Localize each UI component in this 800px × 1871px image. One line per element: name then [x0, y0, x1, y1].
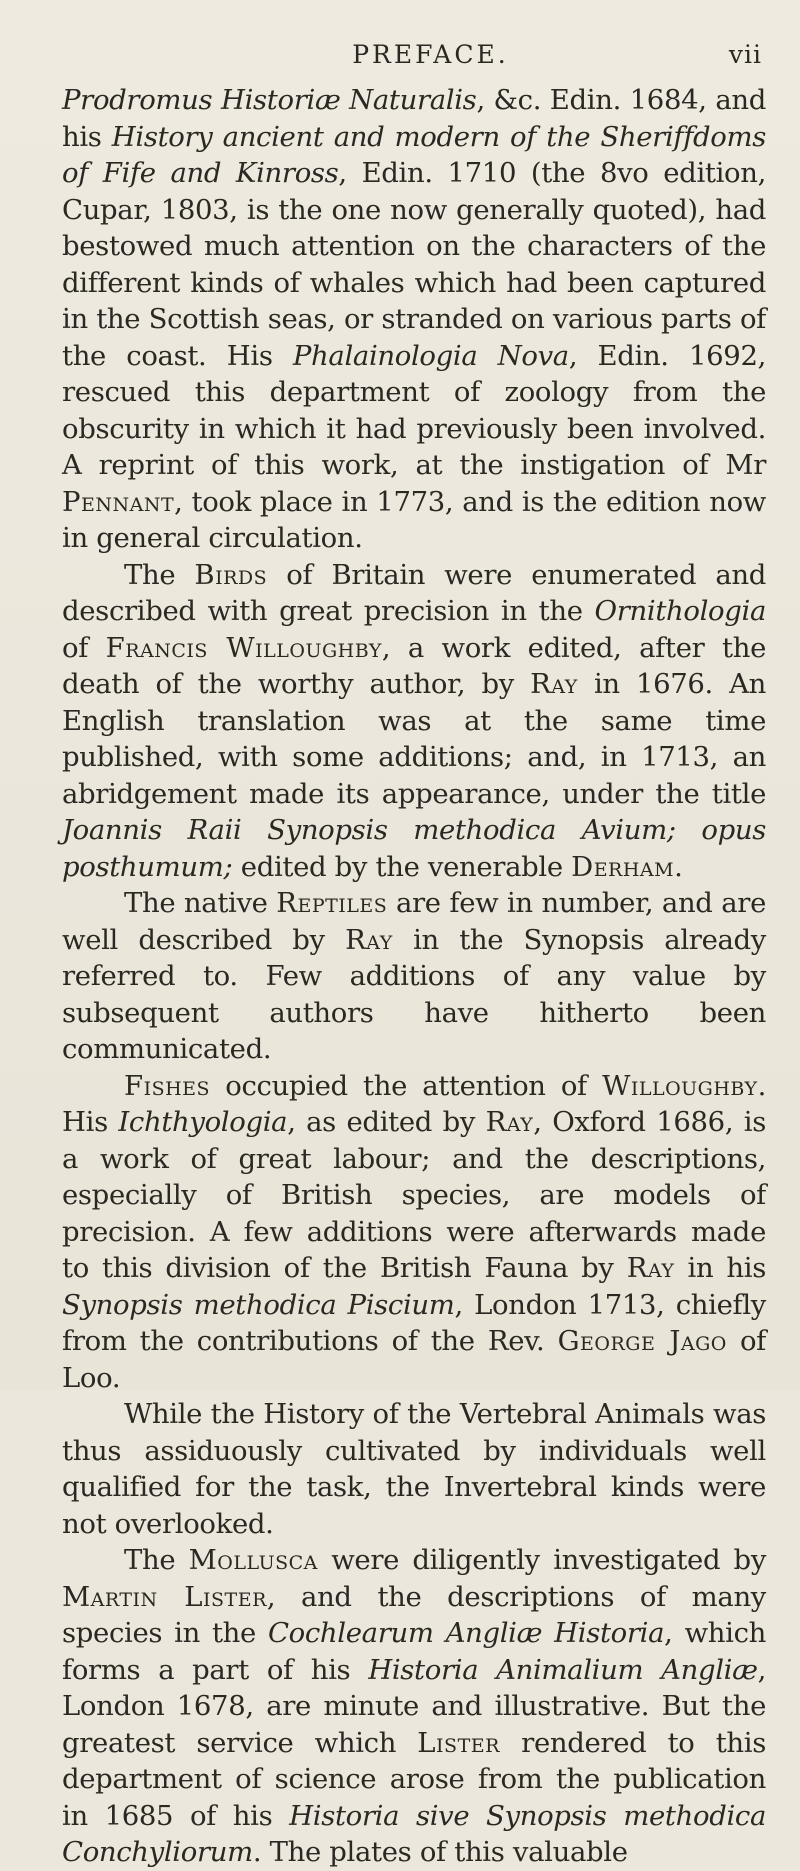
smallcaps-run: Martin Lister [62, 1580, 267, 1613]
text-run: in his [674, 1252, 766, 1284]
text-run: , London 1678, are minute and illustrative. But the greatest service which [62, 1653, 766, 1759]
text-run: of Britain were enumerated and described with great precision in the [62, 558, 767, 627]
smallcaps-run: Fishes [124, 1069, 211, 1102]
smallcaps-run: Derham [571, 850, 675, 883]
text-run: , Oxford 1686, is a work of great labour; and the descriptions, especially of British species, are models of precision. A few additions were afterwards made to this division of the British Fauna by [62, 1106, 766, 1284]
text-run: While the History of the Vertebral Animals was thus assiduously cultivated by individuals well qualified for the task, the Invertebral kinds were not overlooked. [62, 1398, 766, 1540]
italic-run: Ornithologia [594, 595, 766, 627]
text-run: . His [62, 1069, 766, 1138]
smallcaps-run: Willoughby [602, 1069, 758, 1102]
text-run: in the Synopsis already referred to. Few additions of any value by subsequent authors have hitherto been communicated. [62, 923, 766, 1065]
italic-run: Historia Animalium Angliæ [368, 1653, 758, 1686]
italic-run: Prodromus Historiæ Naturalis [62, 84, 477, 116]
smallcaps-run: Ray [626, 1252, 675, 1284]
smallcaps-run: Pennant [62, 485, 175, 518]
text-run: occupied the attention of [210, 1069, 603, 1102]
italic-run: Historia sive Synopsis methodica Conchyliorum [62, 1799, 766, 1868]
text-run: of [62, 631, 106, 664]
smallcaps-run: George Jago [557, 1325, 727, 1357]
text-run: . The plates of this valuable [252, 1836, 628, 1868]
paragraph [62, 82, 766, 557]
text-run: are few in number, and are well described by [62, 887, 766, 956]
italic-run: Ichthyologia [118, 1106, 288, 1138]
text-run: . [674, 850, 683, 883]
text-run: , a work edited, after the death of the worthy author, by [62, 631, 767, 700]
text-run: , took place in 1773, and is the edition now in general circulation. [62, 485, 766, 554]
text-run: The native [124, 887, 277, 919]
running-head-title: PREFACE. [352, 40, 509, 69]
smallcaps-run: Mollusca [188, 1544, 318, 1576]
text-run: edited by the venerable [232, 850, 572, 883]
smallcaps-run: Birds [194, 558, 268, 591]
text-run: in 1676. An English translation was at the same time published, with some additions; and, in 1713, an abridgement made its appearance, under the title [62, 668, 766, 810]
text-run: rendered to this department of science arose from the publication in 1685 of his [62, 1726, 766, 1832]
text-run: , Edin. 1692, rescued this department of zoology from the obscurity in which it had previously been involved. A reprint of this work, at the instigation of Mr [62, 339, 766, 481]
italic-run: History ancient and modern of the Sheriffdoms of Fife and Kinross [62, 120, 766, 189]
italic-run: Cochlearum Angliæ Historia [267, 1617, 665, 1649]
smallcaps-run: Reptiles [276, 887, 388, 919]
text-run: , &c. Edin. 1684, and his [62, 84, 766, 153]
text-run: The [124, 1544, 189, 1576]
running-head [62, 40, 766, 78]
text-run: , as edited by [287, 1106, 486, 1138]
italic-run: Synopsis methodica Piscium [62, 1288, 455, 1321]
body-text [62, 82, 766, 1871]
italic-run: Joannis Raii Synopsis methodica Avium; opus posthumum; [62, 814, 766, 883]
paragraph [62, 1068, 766, 1397]
text-run: , London 1713, chiefly from the contributions of the Rev. [62, 1288, 766, 1357]
text-run: , and the descriptions of many species in the [62, 1580, 766, 1649]
paragraph [62, 885, 766, 1068]
paragraph [62, 1396, 766, 1542]
smallcaps-run: Ray [345, 923, 393, 956]
smallcaps-run: Ray [530, 668, 578, 700]
smallcaps-run: Francis Willoughby [105, 631, 382, 664]
text-run: , Edin. 1710 (the 8vo edition, Cupar, 1803, is the one now generally quoted), had bestowed much attention on the characters of the different kinds of whales which had been captured in the Scottish seas, or stranded on various parts of the coast. His [62, 157, 766, 372]
smallcaps-run: Lister [417, 1726, 500, 1759]
text-run: were diligently investigated by [317, 1544, 767, 1576]
paragraph [62, 1542, 766, 1871]
italic-run: Phalainologia Nova [292, 339, 569, 372]
text-run: of Loo. [62, 1325, 766, 1394]
smallcaps-run: Ray [485, 1106, 534, 1138]
text-run: , which forms a part of his [62, 1617, 766, 1686]
paragraph [62, 557, 766, 886]
text-run: The [124, 558, 195, 591]
page-number: vii [728, 40, 762, 69]
